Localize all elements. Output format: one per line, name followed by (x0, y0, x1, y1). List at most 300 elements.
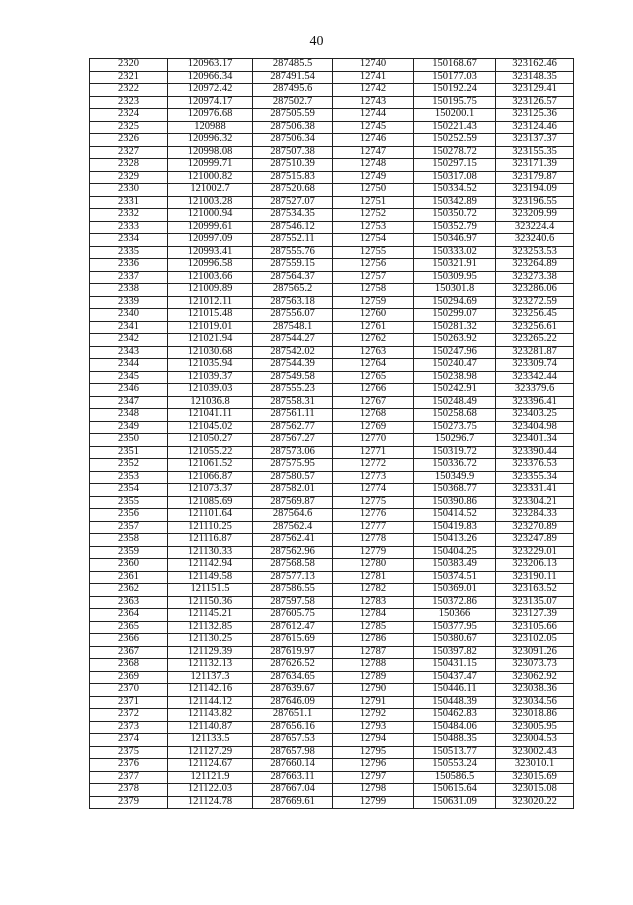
table-row (90, 559, 574, 572)
cell-y-coord-b: 323224.4 (496, 221, 574, 234)
cell-point-number-b: 12757 (333, 271, 414, 284)
cell-x-coord-b: 150586.5 (414, 771, 496, 784)
cell-point-number-a: 2367 (90, 646, 168, 659)
cell-x-coord-a: 121101.64 (168, 509, 253, 522)
cell-point-number-a: 2347 (90, 396, 168, 409)
cell-y-coord-a: 287657.98 (253, 746, 333, 759)
cell-y-coord-a: 287619.97 (253, 646, 333, 659)
cell-point-number-a: 2370 (90, 684, 168, 697)
table-row (90, 521, 574, 534)
table-row (90, 134, 574, 147)
cell-point-number-b: 12791 (333, 696, 414, 709)
cell-y-coord-b: 323002.43 (496, 746, 574, 759)
table-row (90, 659, 574, 672)
cell-x-coord-b: 150414.52 (414, 509, 496, 522)
cell-x-coord-a: 120974.17 (168, 96, 253, 109)
cell-y-coord-a: 287569.87 (253, 496, 333, 509)
cell-point-number-b: 12780 (333, 559, 414, 572)
table-row (90, 109, 574, 122)
cell-x-coord-b: 150615.64 (414, 784, 496, 797)
cell-x-coord-a: 121129.39 (168, 646, 253, 659)
table-row (90, 146, 574, 159)
cell-x-coord-a: 121066.87 (168, 471, 253, 484)
cell-y-coord-b: 323194.09 (496, 184, 574, 197)
cell-x-coord-b: 150404.25 (414, 546, 496, 559)
cell-point-number-a: 2360 (90, 559, 168, 572)
table-row (90, 509, 574, 522)
cell-x-coord-a: 121036.8 (168, 396, 253, 409)
cell-point-number-b: 12767 (333, 396, 414, 409)
cell-point-number-a: 2361 (90, 571, 168, 584)
cell-y-coord-a: 287544.27 (253, 334, 333, 347)
cell-y-coord-a: 287564.6 (253, 509, 333, 522)
cell-x-coord-a: 121021.94 (168, 334, 253, 347)
table-row (90, 771, 574, 784)
cell-y-coord-a: 287546.12 (253, 221, 333, 234)
cell-point-number-a: 2359 (90, 546, 168, 559)
cell-y-coord-a: 287657.53 (253, 734, 333, 747)
cell-y-coord-b: 323264.89 (496, 259, 574, 272)
cell-point-number-a: 2326 (90, 134, 168, 147)
cell-x-coord-b: 150299.07 (414, 309, 496, 322)
cell-y-coord-b: 323403.25 (496, 409, 574, 422)
cell-y-coord-a: 287510.39 (253, 159, 333, 172)
cell-x-coord-b: 150377.95 (414, 621, 496, 634)
cell-y-coord-a: 287612.47 (253, 621, 333, 634)
table-row (90, 621, 574, 634)
table-row (90, 534, 574, 547)
table-row (90, 84, 574, 97)
cell-x-coord-a: 121132.13 (168, 659, 253, 672)
cell-point-number-a: 2348 (90, 409, 168, 422)
cell-point-number-b: 12792 (333, 709, 414, 722)
table-row (90, 671, 574, 684)
cell-y-coord-a: 287582.01 (253, 484, 333, 497)
cell-x-coord-b: 150413.26 (414, 534, 496, 547)
cell-point-number-b: 12766 (333, 384, 414, 397)
cell-x-coord-a: 121127.29 (168, 746, 253, 759)
cell-point-number-a: 2349 (90, 421, 168, 434)
cell-x-coord-a: 120999.61 (168, 221, 253, 234)
cell-point-number-b: 12772 (333, 459, 414, 472)
cell-y-coord-b: 323129.41 (496, 84, 574, 97)
cell-x-coord-a: 121055.22 (168, 446, 253, 459)
cell-y-coord-b: 323376.53 (496, 459, 574, 472)
cell-x-coord-b: 150446.11 (414, 684, 496, 697)
cell-y-coord-a: 287580.57 (253, 471, 333, 484)
cell-point-number-a: 2355 (90, 496, 168, 509)
cell-point-number-a: 2338 (90, 284, 168, 297)
page-number: 40 (309, 34, 324, 49)
cell-point-number-a: 2335 (90, 246, 168, 259)
cell-point-number-a: 2321 (90, 71, 168, 84)
cell-y-coord-a: 287634.65 (253, 671, 333, 684)
cell-point-number-a: 2373 (90, 721, 168, 734)
cell-y-coord-b: 323281.87 (496, 346, 574, 359)
cell-x-coord-a: 121045.02 (168, 421, 253, 434)
cell-y-coord-a: 287542.02 (253, 346, 333, 359)
cell-x-coord-b: 150374.51 (414, 571, 496, 584)
cell-y-coord-a: 287507.38 (253, 146, 333, 159)
cell-y-coord-a: 287485.5 (253, 59, 333, 72)
cell-x-coord-b: 150397.82 (414, 646, 496, 659)
cell-y-coord-b: 323126.57 (496, 96, 574, 109)
table-row (90, 646, 574, 659)
cell-x-coord-b: 150297.15 (414, 159, 496, 172)
cell-y-coord-b: 323137.37 (496, 134, 574, 147)
cell-point-number-b: 12783 (333, 596, 414, 609)
cell-y-coord-a: 287491.54 (253, 71, 333, 84)
cell-x-coord-b: 150369.01 (414, 584, 496, 597)
cell-x-coord-a: 121012.11 (168, 296, 253, 309)
cell-point-number-b: 12775 (333, 496, 414, 509)
cell-y-coord-b: 323247.89 (496, 534, 574, 547)
cell-y-coord-a: 287605.75 (253, 609, 333, 622)
cell-y-coord-b: 323272.59 (496, 296, 574, 309)
cell-point-number-b: 12785 (333, 621, 414, 634)
cell-x-coord-a: 121132.85 (168, 621, 253, 634)
cell-y-coord-a: 287565.2 (253, 284, 333, 297)
cell-y-coord-a: 287544.39 (253, 359, 333, 372)
cell-point-number-a: 2362 (90, 584, 168, 597)
cell-y-coord-a: 287563.18 (253, 296, 333, 309)
cell-point-number-a: 2336 (90, 259, 168, 272)
cell-point-number-a: 2364 (90, 609, 168, 622)
cell-x-coord-b: 150419.83 (414, 521, 496, 534)
cell-point-number-a: 2342 (90, 334, 168, 347)
cell-point-number-b: 12744 (333, 109, 414, 122)
table-row (90, 421, 574, 434)
cell-point-number-b: 12765 (333, 371, 414, 384)
table-row (90, 684, 574, 697)
cell-x-coord-b: 150309.95 (414, 271, 496, 284)
cell-point-number-a: 2330 (90, 184, 168, 197)
cell-point-number-a: 2344 (90, 359, 168, 372)
cell-y-coord-b: 323253.53 (496, 246, 574, 259)
cell-x-coord-a: 120988 (168, 121, 253, 134)
cell-y-coord-b: 323102.05 (496, 634, 574, 647)
cell-x-coord-a: 121130.33 (168, 546, 253, 559)
cell-x-coord-b: 150200.1 (414, 109, 496, 122)
cell-point-number-a: 2327 (90, 146, 168, 159)
cell-x-coord-b: 150368.77 (414, 484, 496, 497)
cell-x-coord-b: 150336.72 (414, 459, 496, 472)
cell-y-coord-a: 287527.07 (253, 196, 333, 209)
cell-x-coord-b: 150281.32 (414, 321, 496, 334)
table-row (90, 709, 574, 722)
cell-y-coord-b: 323015.08 (496, 784, 574, 797)
cell-point-number-b: 12760 (333, 309, 414, 322)
cell-x-coord-b: 150631.09 (414, 796, 496, 809)
cell-y-coord-b: 323163.52 (496, 584, 574, 597)
cell-point-number-a: 2353 (90, 471, 168, 484)
cell-point-number-a: 2340 (90, 309, 168, 322)
cell-y-coord-b: 323284.33 (496, 509, 574, 522)
cell-y-coord-b: 323240.6 (496, 234, 574, 247)
cell-x-coord-a: 120972.42 (168, 84, 253, 97)
cell-y-coord-a: 287568.58 (253, 559, 333, 572)
cell-point-number-a: 2334 (90, 234, 168, 247)
coordinates-table (89, 58, 574, 809)
cell-point-number-a: 2377 (90, 771, 168, 784)
cell-x-coord-b: 150366 (414, 609, 496, 622)
cell-x-coord-a: 121124.67 (168, 759, 253, 772)
cell-point-number-a: 2333 (90, 221, 168, 234)
cell-x-coord-a: 121085.69 (168, 496, 253, 509)
table-row (90, 721, 574, 734)
cell-y-coord-b: 323171.39 (496, 159, 574, 172)
cell-point-number-b: 12788 (333, 659, 414, 672)
table-row (90, 296, 574, 309)
cell-point-number-b: 12796 (333, 759, 414, 772)
cell-y-coord-b: 323155.35 (496, 146, 574, 159)
cell-x-coord-b: 150168.67 (414, 59, 496, 72)
cell-y-coord-b: 323162.46 (496, 59, 574, 72)
cell-x-coord-a: 121150.36 (168, 596, 253, 609)
cell-x-coord-b: 150372.86 (414, 596, 496, 609)
cell-x-coord-b: 150334.52 (414, 184, 496, 197)
cell-point-number-a: 2365 (90, 621, 168, 634)
cell-point-number-b: 12761 (333, 321, 414, 334)
cell-x-coord-a: 121000.82 (168, 171, 253, 184)
cell-point-number-a: 2331 (90, 196, 168, 209)
cell-y-coord-a: 287667.04 (253, 784, 333, 797)
cell-point-number-b: 12754 (333, 234, 414, 247)
cell-x-coord-a: 120996.32 (168, 134, 253, 147)
table-row (90, 121, 574, 134)
table-row (90, 221, 574, 234)
cell-x-coord-b: 150258.68 (414, 409, 496, 422)
cell-y-coord-b: 323179.87 (496, 171, 574, 184)
table-row (90, 584, 574, 597)
cell-y-coord-b: 323273.38 (496, 271, 574, 284)
cell-point-number-a: 2379 (90, 796, 168, 809)
cell-x-coord-b: 150317.08 (414, 171, 496, 184)
cell-y-coord-a: 287558.31 (253, 396, 333, 409)
cell-x-coord-b: 150350.72 (414, 209, 496, 222)
cell-point-number-a: 2320 (90, 59, 168, 72)
cell-y-coord-b: 323256.45 (496, 309, 574, 322)
cell-x-coord-a: 121116.87 (168, 534, 253, 547)
cell-x-coord-b: 150380.67 (414, 634, 496, 647)
cell-y-coord-b: 323190.11 (496, 571, 574, 584)
cell-point-number-b: 12797 (333, 771, 414, 784)
cell-x-coord-a: 121130.25 (168, 634, 253, 647)
cell-point-number-b: 12755 (333, 246, 414, 259)
cell-point-number-a: 2352 (90, 459, 168, 472)
cell-x-coord-a: 120966.34 (168, 71, 253, 84)
cell-x-coord-a: 121137.3 (168, 671, 253, 684)
table-row (90, 196, 574, 209)
cell-y-coord-a: 287575.95 (253, 459, 333, 472)
cell-y-coord-a: 287597.58 (253, 596, 333, 609)
cell-point-number-b: 12750 (333, 184, 414, 197)
cell-y-coord-b: 323286.06 (496, 284, 574, 297)
cell-point-number-a: 2329 (90, 171, 168, 184)
cell-x-coord-b: 150342.89 (414, 196, 496, 209)
cell-x-coord-a: 121073.37 (168, 484, 253, 497)
cell-x-coord-a: 120976.68 (168, 109, 253, 122)
table-row (90, 409, 574, 422)
cell-y-coord-b: 323015.69 (496, 771, 574, 784)
cell-y-coord-b: 323390.44 (496, 446, 574, 459)
cell-point-number-a: 2351 (90, 446, 168, 459)
cell-y-coord-a: 287506.34 (253, 134, 333, 147)
cell-y-coord-b: 323265.22 (496, 334, 574, 347)
cell-y-coord-b: 323331.41 (496, 484, 574, 497)
cell-point-number-b: 12793 (333, 721, 414, 734)
cell-x-coord-a: 120996.58 (168, 259, 253, 272)
cell-x-coord-a: 121003.28 (168, 196, 253, 209)
cell-y-coord-b: 323004.53 (496, 734, 574, 747)
cell-y-coord-a: 287506.38 (253, 121, 333, 134)
cell-y-coord-a: 287646.09 (253, 696, 333, 709)
cell-x-coord-a: 121142.94 (168, 559, 253, 572)
cell-y-coord-b: 323256.61 (496, 321, 574, 334)
cell-x-coord-b: 150448.39 (414, 696, 496, 709)
cell-point-number-b: 12756 (333, 259, 414, 272)
cell-x-coord-b: 150383.49 (414, 559, 496, 572)
cell-x-coord-a: 121110.25 (168, 521, 253, 534)
cell-point-number-a: 2345 (90, 371, 168, 384)
cell-y-coord-a: 287520.68 (253, 184, 333, 197)
cell-point-number-b: 12749 (333, 171, 414, 184)
cell-point-number-a: 2366 (90, 634, 168, 647)
table-row (90, 546, 574, 559)
cell-point-number-a: 2325 (90, 121, 168, 134)
cell-point-number-b: 12789 (333, 671, 414, 684)
cell-point-number-b: 12773 (333, 471, 414, 484)
cell-y-coord-a: 287660.14 (253, 759, 333, 772)
cell-point-number-b: 12795 (333, 746, 414, 759)
cell-y-coord-a: 287555.23 (253, 384, 333, 397)
cell-point-number-b: 12741 (333, 71, 414, 84)
cell-point-number-b: 12768 (333, 409, 414, 422)
cell-point-number-b: 12745 (333, 121, 414, 134)
cell-y-coord-a: 287651.1 (253, 709, 333, 722)
cell-point-number-a: 2376 (90, 759, 168, 772)
cell-point-number-a: 2350 (90, 434, 168, 447)
cell-point-number-b: 12762 (333, 334, 414, 347)
cell-y-coord-a: 287564.37 (253, 271, 333, 284)
table-row (90, 346, 574, 359)
cell-point-number-b: 12743 (333, 96, 414, 109)
cell-y-coord-a: 287562.96 (253, 546, 333, 559)
table-row (90, 271, 574, 284)
cell-x-coord-b: 150247.96 (414, 346, 496, 359)
cell-y-coord-b: 323073.73 (496, 659, 574, 672)
cell-point-number-a: 2357 (90, 521, 168, 534)
cell-y-coord-b: 323020.22 (496, 796, 574, 809)
cell-y-coord-a: 287577.13 (253, 571, 333, 584)
cell-y-coord-a: 287556.07 (253, 309, 333, 322)
cell-y-coord-a: 287495.6 (253, 84, 333, 97)
cell-point-number-b: 12786 (333, 634, 414, 647)
cell-point-number-b: 12759 (333, 296, 414, 309)
cell-y-coord-b: 323342.44 (496, 371, 574, 384)
table-row (90, 609, 574, 622)
cell-point-number-a: 2324 (90, 109, 168, 122)
cell-x-coord-b: 150296.7 (414, 434, 496, 447)
table-row (90, 459, 574, 472)
cell-y-coord-a: 287639.67 (253, 684, 333, 697)
cell-x-coord-b: 150431.15 (414, 659, 496, 672)
cell-y-coord-a: 287534.35 (253, 209, 333, 222)
cell-point-number-a: 2343 (90, 346, 168, 359)
cell-x-coord-a: 121143.82 (168, 709, 253, 722)
cell-point-number-a: 2354 (90, 484, 168, 497)
table-row (90, 784, 574, 797)
cell-x-coord-b: 150195.75 (414, 96, 496, 109)
cell-y-coord-b: 323355.34 (496, 471, 574, 484)
cell-x-coord-b: 150484.06 (414, 721, 496, 734)
cell-point-number-b: 12776 (333, 509, 414, 522)
cell-y-coord-a: 287502.7 (253, 96, 333, 109)
cell-y-coord-b: 323396.41 (496, 396, 574, 409)
cell-y-coord-a: 287515.83 (253, 171, 333, 184)
cell-x-coord-b: 150248.49 (414, 396, 496, 409)
table-row (90, 484, 574, 497)
cell-x-coord-b: 150294.69 (414, 296, 496, 309)
cell-y-coord-b: 323005.95 (496, 721, 574, 734)
table-row (90, 309, 574, 322)
table-row (90, 259, 574, 272)
cell-y-coord-a: 287626.52 (253, 659, 333, 672)
cell-y-coord-b: 323062.92 (496, 671, 574, 684)
cell-point-number-b: 12748 (333, 159, 414, 172)
cell-point-number-b: 12751 (333, 196, 414, 209)
cell-x-coord-a: 121002.7 (168, 184, 253, 197)
cell-point-number-b: 12740 (333, 59, 414, 72)
cell-y-coord-b: 323309.74 (496, 359, 574, 372)
cell-x-coord-a: 121015.48 (168, 309, 253, 322)
cell-y-coord-b: 323304.21 (496, 496, 574, 509)
cell-point-number-b: 12787 (333, 646, 414, 659)
table-row (90, 159, 574, 172)
cell-x-coord-a: 121122.03 (168, 784, 253, 797)
cell-x-coord-a: 121149.58 (168, 571, 253, 584)
cell-point-number-a: 2375 (90, 746, 168, 759)
cell-y-coord-b: 323404.98 (496, 421, 574, 434)
cell-point-number-b: 12779 (333, 546, 414, 559)
cell-y-coord-b: 323125.36 (496, 109, 574, 122)
cell-x-coord-b: 150278.72 (414, 146, 496, 159)
cell-y-coord-b: 323135.07 (496, 596, 574, 609)
cell-point-number-a: 2356 (90, 509, 168, 522)
cell-x-coord-b: 150263.92 (414, 334, 496, 347)
cell-x-coord-a: 121035.94 (168, 359, 253, 372)
cell-x-coord-a: 121039.03 (168, 384, 253, 397)
cell-point-number-b: 12782 (333, 584, 414, 597)
cell-point-number-a: 2358 (90, 534, 168, 547)
cell-x-coord-a: 120997.09 (168, 234, 253, 247)
cell-x-coord-b: 150242.91 (414, 384, 496, 397)
cell-x-coord-b: 150321.91 (414, 259, 496, 272)
cell-y-coord-b: 323127.39 (496, 609, 574, 622)
cell-x-coord-a: 121145.21 (168, 609, 253, 622)
cell-y-coord-a: 287561.11 (253, 409, 333, 422)
cell-x-coord-b: 150346.97 (414, 234, 496, 247)
cell-y-coord-b: 323206.13 (496, 559, 574, 572)
cell-x-coord-b: 150390.86 (414, 496, 496, 509)
cell-point-number-b: 12799 (333, 796, 414, 809)
cell-x-coord-b: 150462.83 (414, 709, 496, 722)
table-row (90, 596, 574, 609)
table-row (90, 246, 574, 259)
coordinates-table-body (90, 59, 574, 809)
cell-x-coord-b: 150488.35 (414, 734, 496, 747)
cell-x-coord-b: 150319.72 (414, 446, 496, 459)
